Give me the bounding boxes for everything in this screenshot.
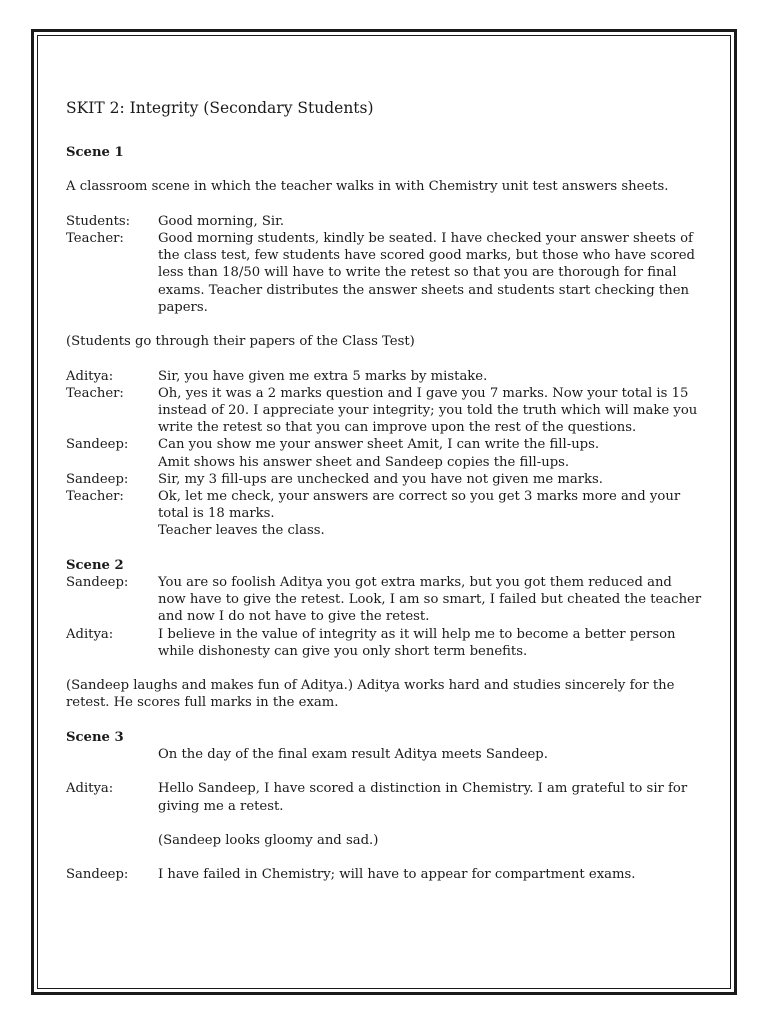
speech-text: Oh, yes it was a 2 marks question and I gave you 7 marks. Now your total is 15 instead of 20. I appreciate your integrity; you told the truth which will make you write the retest so that you can improve upon the rest of the questions. <box>158 385 698 436</box>
speaker-name: Teacher: <box>66 385 124 401</box>
dialogue-line <box>66 866 702 883</box>
dialogue-line <box>66 574 702 626</box>
speech-text: I have failed in Chemistry; will have to appear for compartment exams. <box>158 867 636 883</box>
dialogue-line <box>66 385 702 437</box>
speech-text: Amit shows his answer sheet and Sandeep copies the fill-ups. <box>158 454 570 470</box>
speaker-name: Aditya: <box>66 368 114 384</box>
document-title: SKIT 2: Integrity (Secondary Students) <box>66 99 374 117</box>
dialogue-line <box>66 436 702 453</box>
speaker-name: Teacher: <box>66 230 124 246</box>
scene-3-heading: Scene 3 <box>66 729 124 745</box>
speaker-name: Aditya: <box>66 781 114 797</box>
speaker-name: Sandeep: <box>66 575 129 590</box>
dialogue-line <box>66 522 702 539</box>
speaker-name: Sandeep: <box>66 437 129 453</box>
dialogue-line <box>66 454 702 471</box>
dialogue-line <box>66 368 702 385</box>
speech-text: Good morning, Sir. <box>158 213 285 229</box>
speech-text: Can you show me your answer sheet Amit, I can write the fill-ups. <box>158 437 600 453</box>
scene-2-heading: Scene 2 <box>66 557 124 573</box>
dialogue-line <box>66 626 702 660</box>
speech-text: You are so foolish Aditya you got extra marks, but you got them reduced and now have to give the retest. Look, I am so smart, I failed but cheated the teacher and now I do not have to give the retest. <box>158 575 702 625</box>
stage-direction: (Students go through their papers of the Class Test) <box>66 334 415 350</box>
dialogue-line <box>66 780 702 814</box>
speech-text: Teacher leaves the class. <box>158 523 325 539</box>
speaker-name: Sandeep: <box>66 867 129 883</box>
scene-1-heading: Scene 1 <box>66 145 124 160</box>
speech-text: Sir, my 3 fill-ups are unchecked and you have not given me marks. <box>158 471 603 487</box>
scene-1-intro: A classroom scene in which the teacher walks in with Chemistry unit test answers sheets. <box>66 179 669 195</box>
speech-text: Ok, let me check, your answers are correct so you get 3 marks more and your total is 18 marks. <box>158 489 681 522</box>
speech-text: Sir, you have given me extra 5 marks by mistake. <box>158 368 488 384</box>
dialogue-line <box>66 213 702 230</box>
speaker-name: Students: <box>66 213 131 229</box>
speaker-name: Teacher: <box>66 489 124 504</box>
speaker-name <box>66 522 158 539</box>
speech-text: Good morning students, kindly be seated. I have checked your answer sheets of the class test, few students have scored good marks, but those who have scored less than 18/50 will have to write the retest so that you are thorough for final exams. Teacher distributes the answer sheets and students start checking then papers. <box>158 230 695 315</box>
speaker-name: Sandeep: <box>66 471 129 487</box>
speaker-name: Aditya: <box>66 626 114 642</box>
speech-text: Hello Sandeep, I have scored a distinction in Chemistry. I am grateful to sir for giving me a retest. <box>158 781 688 814</box>
speech-text: I believe in the value of integrity as it will help me to become a better person while dishonesty can give you only short term benefits. <box>158 626 676 659</box>
speaker-name <box>66 454 158 471</box>
document-body <box>66 98 702 884</box>
dialogue-line <box>66 230 702 316</box>
dialogue-line <box>66 488 702 522</box>
scene-2-narration: (Sandeep laughs and makes fun of Aditya.) Aditya works hard and studies sincerely for the retest. He scores full marks in the exam. <box>66 678 675 711</box>
dialogue-line <box>66 471 702 488</box>
stage-direction: (Sandeep looks gloomy and sad.) <box>158 832 379 848</box>
scene-3-opening: On the day of the final exam result Aditya meets Sandeep. <box>158 747 548 762</box>
